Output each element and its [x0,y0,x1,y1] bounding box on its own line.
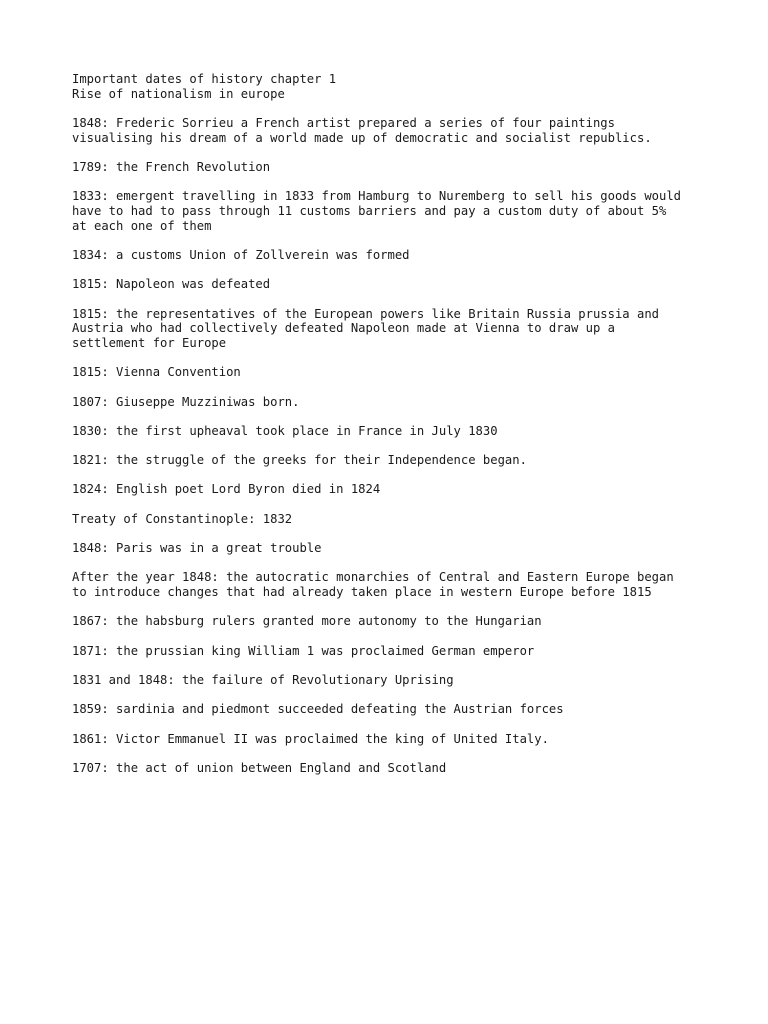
date-entry [72,541,722,556]
entry-line: 1833: emergent travelling in 1833 from Hamburg to Nuremberg to sell his goods would [72,189,682,204]
entry-line: 1815: Vienna Convention [72,365,241,380]
entry-line: After the year 1848: the autocratic monarchies of Central and Eastern Europe began [72,570,674,585]
date-entry [72,277,722,292]
entry-line: Austria who had collectively defeated Napoleon made at Vienna to draw up a [72,321,615,336]
date-entry [72,248,722,263]
entry-line: settlement for Europe [72,336,227,350]
entry-line: 1789: the French Revolution [72,160,271,174]
entry-line: 1867: the habsburg rulers granted more autonomy to the Hungarian [72,614,542,629]
entry-line: 1824: English poet Lord Byron died in 1824 [72,482,381,497]
entry-line: at each one of them [72,218,212,233]
entry-line: 1830: the first upheaval took place in France in July 1830 [72,423,498,438]
date-entry [72,365,722,380]
date-entry [72,761,722,776]
entry-line: 1861: Victor Emmanuel II was proclaimed the king of United Italy. [72,731,549,746]
date-entry [72,702,722,717]
document-page [72,72,722,776]
entry-line: visualising his dream of a world made up of democratic and socialist republics. [72,130,652,145]
entries-list [72,116,722,776]
entry-line: 1821: the struggle of the greeks for their Independence began. [72,453,527,468]
entry-line: 1834: a customs Union of Zollverein was formed [72,248,410,262]
entry-line: 1859: sardinia and piedmont succeeded defeating the Austrian forces [72,702,564,717]
date-entry [72,453,722,468]
entry-line: 1848: Frederic Sorrieu a French artist prepared a series of four paintings [72,116,615,130]
date-entry [72,395,722,410]
date-entry [72,512,722,527]
entry-line: 1815: the representatives of the European powers like Britain Russia prussia and [72,306,659,321]
entry-line: have to had to pass through 11 customs barriers and pay a custom duty of about 5% [72,204,667,218]
date-entry [72,307,722,351]
entry-line: 1831 and 1848: the failure of Revolutionary Uprising [72,672,454,687]
date-entry [72,732,722,747]
date-entry [72,644,722,659]
date-entry [72,673,722,688]
date-entry [72,570,722,599]
date-entry [72,116,722,145]
date-entry [72,160,722,175]
document-title: Important dates of history chapter 1 [72,72,337,86]
date-entry [72,189,722,233]
date-entry [72,614,722,629]
date-entry [72,424,722,439]
document-subtitle: Rise of nationalism in europe [72,86,285,101]
entry-line: 1815: Napoleon was defeated [72,277,271,292]
entry-line: 1871: the prussian king William 1 was proclaimed German emperor [72,643,535,658]
entry-line: 1807: Giuseppe Muzziniwas born. [72,394,300,409]
entry-line: Treaty of Constantinople: 1832 [72,511,293,526]
date-entry [72,482,722,497]
entry-line: 1707: the act of union between England and Scotland [72,760,447,775]
entry-line: 1848: Paris was in a great trouble [72,541,322,556]
entry-line: to introduce changes that had already taken place in western Europe before 1815 [72,585,652,600]
